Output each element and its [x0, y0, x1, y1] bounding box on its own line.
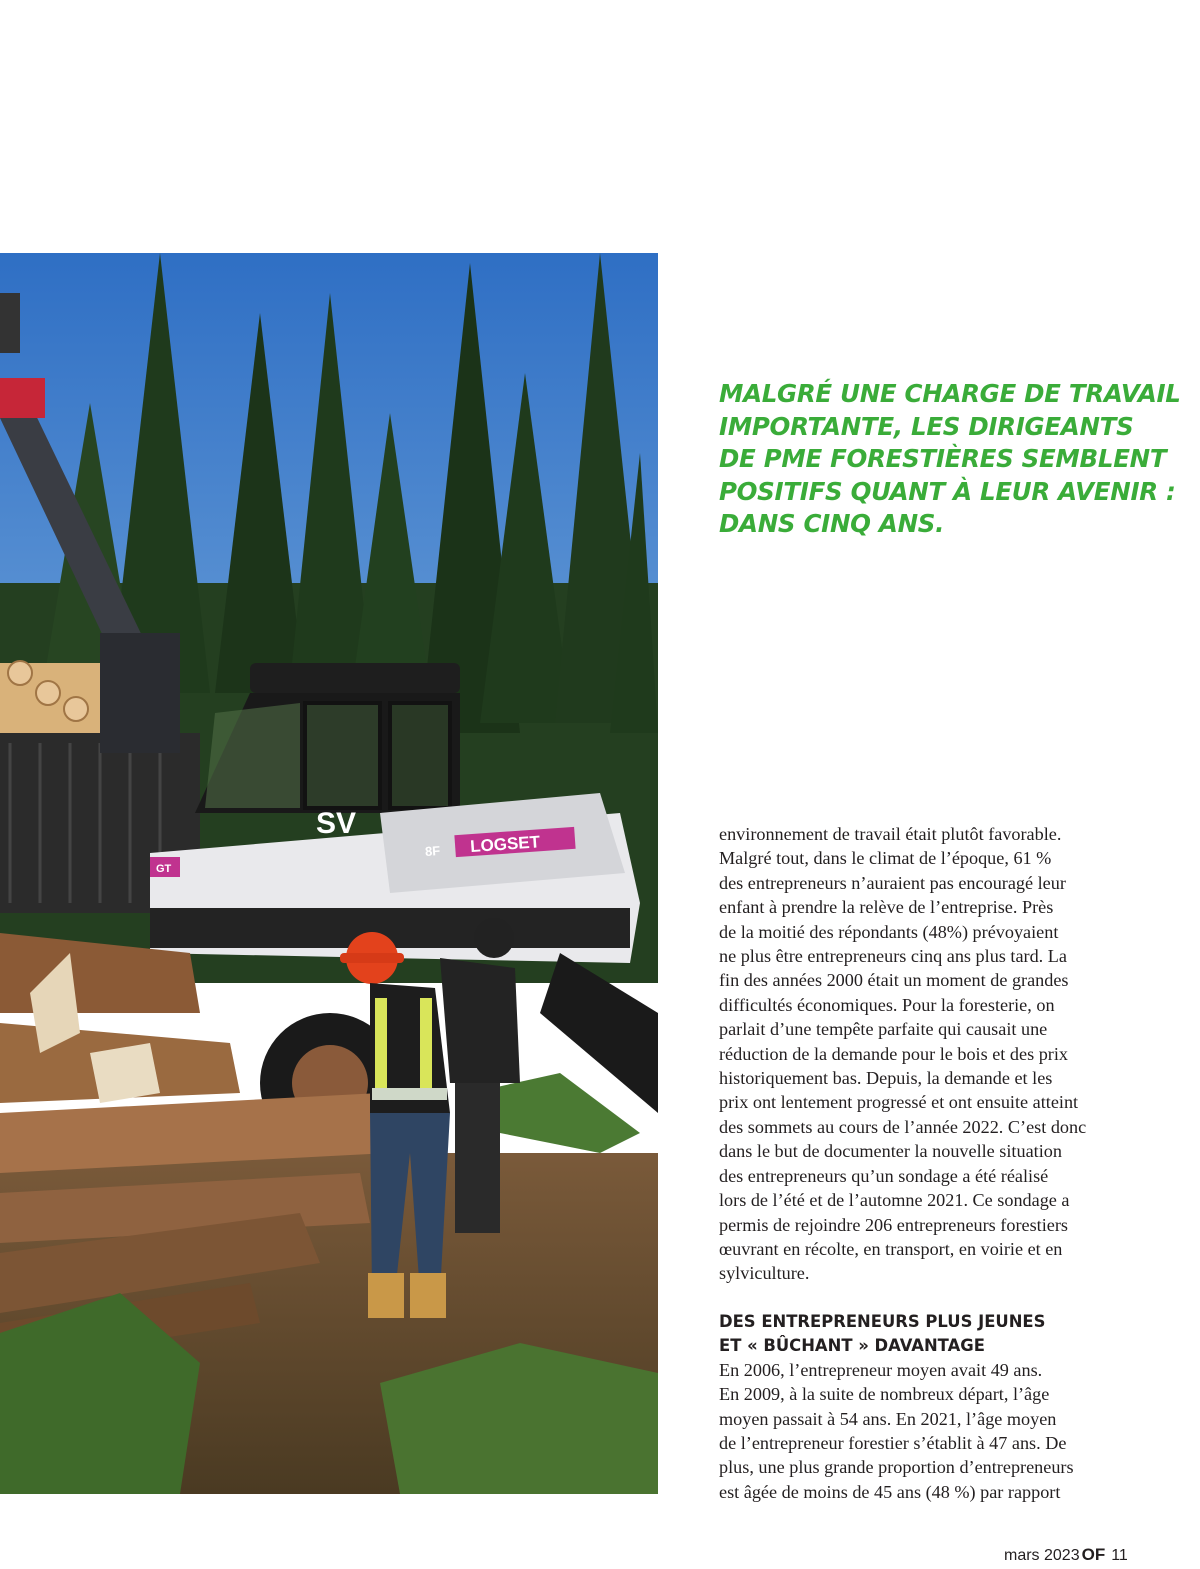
- pull-quote-line: MALGRÉ UNE CHARGE DE TRAVAIL: [719, 379, 1181, 408]
- pull-quote-line: DANS CINQ ANS.: [719, 509, 945, 538]
- body-line: fin des années 2000 était un moment de grandes: [719, 970, 1069, 991]
- body-line: est âgée de moins de 45 ans (48 %) par rapport: [719, 1481, 1061, 1502]
- body-line: Malgré tout, dans le climat de l’époque, 61 %: [719, 848, 1052, 869]
- body-line: enfant à prendre la relève de l’entreprise. Près: [719, 897, 1054, 918]
- magazine-logo: OF: [1081, 1545, 1106, 1564]
- body-line: historiquement bas. Depuis, la demande et les: [719, 1068, 1053, 1089]
- log-pile-left: [0, 661, 100, 733]
- machine-model-label: 8F: [424, 843, 441, 860]
- body-line: réduction de la demande pour le bois et des prix: [719, 1043, 1068, 1064]
- body-paragraph-1: [719, 822, 1139, 1286]
- body-line: lors de l’été et de l’automne 2021. Ce sondage a: [719, 1190, 1070, 1211]
- pull-quote-line: DE PME FORESTIÈRES SEMBLENT: [719, 444, 1167, 473]
- body-paragraph-2: [719, 1358, 1139, 1504]
- body-line: moyen passait à 54 ans. En 2021, l’âge moyen: [719, 1408, 1057, 1429]
- pull-quote-line: IMPORTANTE, LES DIRIGEANTS: [719, 411, 1134, 441]
- body-line: des entrepreneurs qu’un sondage a été réalisé: [719, 1165, 1049, 1186]
- forestry-scene-illustration: [0, 253, 658, 1494]
- body-line: de la moitié des répondants (48%) prévoyaient: [719, 921, 1059, 942]
- pull-quote: [719, 378, 1181, 541]
- subhead-line: DES ENTREPRENEURS PLUS JEUNES: [719, 1311, 1046, 1331]
- body-line: œuvrant en récolte, en transport, en voirie et en: [719, 1238, 1063, 1259]
- body-line: environnement de travail était plutôt favorable.: [719, 824, 1062, 844]
- body-line: ne plus être entrepreneurs cinq ans plus tard. La: [719, 946, 1067, 967]
- pull-quote-line: POSITIFS QUANT À LEUR AVENIR :: [719, 476, 1176, 506]
- body-line: de l’entrepreneur forestier s’établit à 47 ans. De: [719, 1432, 1067, 1453]
- body-line: des entrepreneurs n’auraient pas encouragé leur: [719, 872, 1066, 893]
- subhead-line: ET « BÛCHANT » DAVANTAGE: [719, 1335, 985, 1355]
- body-line: prix ont lentement progressé et ont ensuite atteint: [719, 1092, 1079, 1113]
- body-line: difficultés économiques. Pour la foresterie, on: [719, 994, 1055, 1015]
- section-subhead: [719, 1310, 1139, 1358]
- cab-logo: SV: [316, 807, 357, 840]
- body-line: des sommets au cours de l’année 2022. C’est donc: [719, 1116, 1087, 1137]
- body-line: sylviculture.: [719, 1263, 810, 1284]
- page-number: 11: [1111, 1547, 1128, 1564]
- logset-brand-label: LOGSET: [469, 832, 541, 857]
- body-line: En 2006, l’entrepreneur moyen avait 49 ans.: [719, 1359, 1043, 1380]
- body-line: parlait d’une tempête parfaite qui causait une: [719, 1019, 1048, 1040]
- body-line: permis de rejoindre 206 entrepreneurs forestiers: [719, 1214, 1068, 1235]
- body-line: plus, une plus grande proportion d’entrepreneurs: [719, 1457, 1074, 1478]
- article-body-column: [719, 822, 1139, 1504]
- issue-date: mars 2023: [1004, 1547, 1080, 1564]
- article-photo: [0, 253, 658, 1494]
- body-line: dans le but de documenter la nouvelle situation: [719, 1141, 1062, 1162]
- machine-badge: GT: [156, 863, 172, 875]
- body-line: En 2009, à la suite de nombreux départ, l’âge: [719, 1384, 1050, 1405]
- page-footer: [1004, 1545, 1164, 1566]
